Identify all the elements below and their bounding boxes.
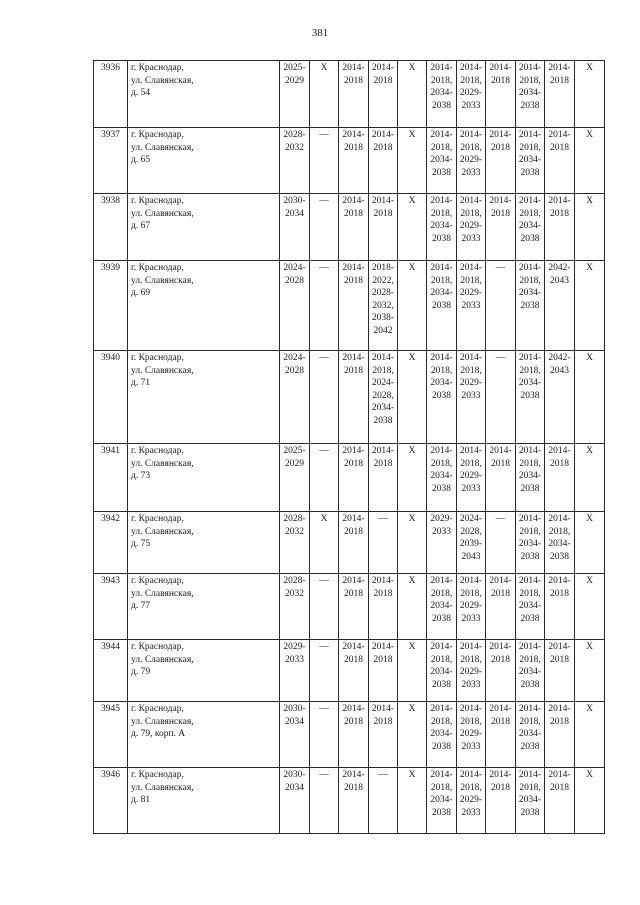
period-cell bbox=[280, 512, 310, 574]
period-cell bbox=[516, 512, 545, 574]
period-text: X bbox=[586, 514, 593, 524]
period-cell bbox=[575, 640, 605, 702]
period-text: 2014- 2018 bbox=[371, 704, 395, 727]
period-text: — bbox=[319, 704, 329, 714]
address-text: г. Краснодар, ул. Славянская, д. 81 bbox=[131, 770, 194, 805]
period-cell bbox=[339, 574, 369, 640]
period-text: 2014- 2018, 2034- 2038 bbox=[518, 642, 542, 690]
period-text: 2014- 2018 bbox=[489, 576, 512, 599]
period-text: 2014- 2018, 2029- 2033 bbox=[459, 63, 483, 111]
period-cell bbox=[339, 444, 369, 512]
period-text: X bbox=[408, 642, 416, 652]
period-text: X bbox=[408, 263, 416, 273]
address-cell bbox=[128, 768, 280, 834]
period-text: 2024- 2028 bbox=[283, 263, 306, 286]
address-cell bbox=[128, 512, 280, 574]
address-text: г. Краснодар, ул. Славянская, д. 77 bbox=[131, 576, 194, 611]
period-text: 2014- 2018, 2034- 2038 bbox=[518, 770, 542, 818]
period-cell bbox=[369, 351, 398, 444]
period-cell bbox=[545, 351, 575, 444]
period-text: X bbox=[586, 642, 593, 652]
period-cell bbox=[369, 128, 398, 194]
period-cell bbox=[310, 768, 339, 834]
period-text: 2014- 2018 bbox=[342, 514, 365, 537]
period-cell bbox=[310, 574, 339, 640]
period-cell bbox=[339, 61, 369, 128]
period-text: 2014- 2018 bbox=[342, 196, 365, 219]
period-text: 2014- 2018 bbox=[489, 63, 512, 86]
period-cell bbox=[545, 194, 575, 261]
row-number: 3937 bbox=[94, 128, 128, 194]
period-cell bbox=[486, 512, 516, 574]
period-text: 2014- 2018 bbox=[548, 196, 571, 219]
period-text: X bbox=[586, 446, 593, 456]
period-cell bbox=[457, 128, 486, 194]
period-cell bbox=[280, 351, 310, 444]
period-text: 2014- 2018, 2034- 2038 bbox=[430, 63, 453, 111]
period-cell bbox=[575, 512, 605, 574]
period-text: 2014- 2018, 2034- 2038 bbox=[518, 63, 542, 111]
period-cell bbox=[310, 640, 339, 702]
period-text: — bbox=[378, 770, 388, 780]
period-text: X bbox=[320, 514, 328, 524]
row-number: 3944 bbox=[94, 640, 128, 702]
period-cell bbox=[457, 512, 486, 574]
period-text: 2014- 2018 bbox=[548, 130, 571, 153]
period-text: 2014- 2018, 2034- 2038 bbox=[518, 353, 542, 401]
period-cell bbox=[339, 128, 369, 194]
period-text: 2014- 2018, 2029- 2033 bbox=[459, 130, 483, 178]
period-cell bbox=[398, 194, 427, 261]
period-cell bbox=[310, 512, 339, 574]
period-cell bbox=[516, 702, 545, 768]
period-text: — bbox=[319, 576, 329, 586]
page-number: 381 bbox=[311, 27, 329, 39]
period-text: — bbox=[319, 642, 329, 652]
period-cell bbox=[516, 61, 545, 128]
period-cell bbox=[369, 640, 398, 702]
period-text: 2014- 2018 bbox=[371, 130, 395, 153]
period-cell bbox=[280, 261, 310, 351]
period-cell bbox=[280, 702, 310, 768]
period-cell bbox=[457, 574, 486, 640]
period-text: 2014- 2018, 2034- 2038 bbox=[518, 263, 542, 311]
table-row bbox=[94, 444, 605, 512]
period-text: 2042- 2043 bbox=[548, 353, 571, 376]
period-text: 2029- 2033 bbox=[283, 642, 306, 665]
row-number: 3936 bbox=[94, 61, 128, 128]
period-cell bbox=[339, 768, 369, 834]
period-cell bbox=[398, 702, 427, 768]
period-cell bbox=[369, 261, 398, 351]
period-cell bbox=[516, 768, 545, 834]
period-cell bbox=[398, 574, 427, 640]
period-cell bbox=[575, 444, 605, 512]
period-text: 2014- 2018, 2029- 2033 bbox=[459, 353, 483, 401]
period-text: 2024- 2028, 2039- 2043 bbox=[459, 514, 483, 562]
period-text: 2014- 2018 bbox=[371, 196, 395, 219]
address-cell bbox=[128, 128, 280, 194]
period-cell bbox=[398, 61, 427, 128]
period-text: 2014- 2018, 2029- 2033 bbox=[459, 642, 483, 690]
period-cell bbox=[486, 574, 516, 640]
period-text: 2014- 2018, 2034- 2038 bbox=[518, 130, 542, 178]
period-cell bbox=[427, 444, 457, 512]
period-cell bbox=[280, 194, 310, 261]
period-cell bbox=[310, 128, 339, 194]
period-text: X bbox=[408, 770, 416, 780]
period-text: 2014- 2018 bbox=[548, 63, 571, 86]
address-text: г. Краснодар, ул. Славянская, д. 79, корп. А bbox=[131, 704, 194, 739]
address-text: г. Краснодар, ул. Славянская, д. 65 bbox=[131, 130, 194, 165]
address-text: г. Краснодар, ул. Славянская, д. 75 bbox=[131, 514, 194, 549]
period-text: 2030- 2034 bbox=[283, 704, 306, 727]
period-text: 2028- 2032 bbox=[283, 576, 306, 599]
period-cell bbox=[575, 702, 605, 768]
period-cell bbox=[545, 444, 575, 512]
period-text: — bbox=[495, 353, 506, 363]
table-row bbox=[94, 702, 605, 768]
period-cell bbox=[427, 261, 457, 351]
period-text: 2018- 2022, 2028- 2032, 2038- 2042 bbox=[371, 263, 395, 336]
period-cell bbox=[457, 61, 486, 128]
period-text: 2014- 2018, 2029- 2033 bbox=[459, 770, 483, 818]
row-number: 3943 bbox=[94, 574, 128, 640]
address-cell bbox=[128, 574, 280, 640]
period-cell bbox=[516, 640, 545, 702]
period-text: 2014- 2018, 2024- 2028, 2034- 2038 bbox=[371, 353, 395, 426]
address-cell bbox=[128, 261, 280, 351]
period-text: 2030- 2034 bbox=[283, 770, 306, 793]
period-cell bbox=[427, 351, 457, 444]
period-cell bbox=[457, 640, 486, 702]
period-cell bbox=[486, 128, 516, 194]
address-cell bbox=[128, 61, 280, 128]
period-text: 2030- 2034 bbox=[283, 196, 306, 219]
period-cell bbox=[486, 351, 516, 444]
period-text: X bbox=[408, 576, 416, 586]
period-text: X bbox=[408, 196, 416, 206]
period-cell bbox=[575, 61, 605, 128]
row-number: 3938 bbox=[94, 194, 128, 261]
period-cell bbox=[398, 128, 427, 194]
period-text: 2014- 2018 bbox=[548, 446, 571, 469]
period-cell bbox=[310, 702, 339, 768]
period-text: 2014- 2018 bbox=[548, 642, 571, 665]
table-row bbox=[94, 640, 605, 702]
period-text: 2029- 2033 bbox=[430, 514, 453, 537]
period-text: X bbox=[586, 770, 593, 780]
period-cell bbox=[339, 640, 369, 702]
row-number: 3946 bbox=[94, 768, 128, 834]
period-text: 2014- 2018, 2029- 2033 bbox=[459, 196, 483, 244]
period-cell bbox=[427, 128, 457, 194]
period-text: 2014- 2018, 2034- 2038 bbox=[518, 446, 542, 494]
address-cell bbox=[128, 444, 280, 512]
period-cell bbox=[457, 351, 486, 444]
period-cell bbox=[575, 574, 605, 640]
period-text: 2014- 2018 bbox=[342, 63, 365, 86]
period-text: 2014- 2018, 2029- 2033 bbox=[459, 446, 483, 494]
period-cell bbox=[457, 261, 486, 351]
period-cell bbox=[575, 128, 605, 194]
period-cell bbox=[369, 61, 398, 128]
period-text: 2014- 2018, 2034- 2038 bbox=[430, 770, 453, 818]
period-cell bbox=[516, 574, 545, 640]
period-cell bbox=[575, 194, 605, 261]
period-text: 2014- 2018 bbox=[342, 576, 365, 599]
period-cell bbox=[339, 351, 369, 444]
period-text: — bbox=[319, 770, 329, 780]
period-text: 2014- 2018, 2034- 2038 bbox=[430, 196, 453, 244]
period-text: 2014- 2018 bbox=[342, 130, 365, 153]
period-cell bbox=[545, 61, 575, 128]
period-cell bbox=[427, 194, 457, 261]
period-cell bbox=[398, 444, 427, 512]
period-text: 2014- 2018, 2029- 2033 bbox=[459, 704, 483, 752]
address-text: г. Краснодар, ул. Славянская, д. 79 bbox=[131, 642, 194, 677]
address-text: г. Краснодар, ул. Славянская, д. 54 bbox=[131, 63, 194, 98]
period-text: X bbox=[408, 353, 416, 363]
period-text: 2014- 2018 bbox=[371, 642, 395, 665]
period-text: 2014- 2018 bbox=[489, 642, 512, 665]
period-cell bbox=[339, 512, 369, 574]
period-cell bbox=[486, 640, 516, 702]
period-cell bbox=[398, 261, 427, 351]
period-text: 2014- 2018 bbox=[489, 130, 512, 153]
period-cell bbox=[339, 194, 369, 261]
period-cell bbox=[310, 261, 339, 351]
period-cell bbox=[545, 261, 575, 351]
period-text: 2014- 2018, 2034- 2038 bbox=[518, 196, 542, 244]
period-cell bbox=[457, 702, 486, 768]
period-cell bbox=[427, 574, 457, 640]
period-cell bbox=[398, 512, 427, 574]
period-cell bbox=[310, 351, 339, 444]
period-text: X bbox=[586, 263, 593, 273]
period-text: 2014- 2018, 2034- 2038 bbox=[430, 576, 453, 624]
period-text: X bbox=[586, 353, 593, 363]
period-cell bbox=[486, 261, 516, 351]
period-cell bbox=[369, 194, 398, 261]
period-text: 2014- 2018 bbox=[342, 704, 365, 727]
period-text: X bbox=[586, 576, 593, 586]
period-cell bbox=[575, 351, 605, 444]
period-cell bbox=[369, 512, 398, 574]
period-text: 2014- 2018 bbox=[342, 770, 365, 793]
period-text: 2014- 2018 bbox=[489, 446, 512, 469]
table-row bbox=[94, 768, 605, 834]
period-text: — bbox=[319, 446, 329, 456]
period-text: 2014- 2018, 2034- 2038 bbox=[430, 704, 453, 752]
period-text: 2014- 2018 bbox=[548, 576, 571, 599]
period-text: 2014- 2018 bbox=[342, 642, 365, 665]
period-cell bbox=[280, 640, 310, 702]
period-cell bbox=[486, 702, 516, 768]
period-cell bbox=[427, 512, 457, 574]
period-text: 2014- 2018, 2034- 2038 bbox=[518, 514, 542, 562]
period-cell bbox=[398, 768, 427, 834]
address-cell bbox=[128, 640, 280, 702]
period-cell bbox=[280, 444, 310, 512]
row-number: 3940 bbox=[94, 351, 128, 444]
period-cell bbox=[575, 261, 605, 351]
period-cell bbox=[545, 768, 575, 834]
period-text: 2014- 2018, 2029- 2033 bbox=[459, 576, 483, 624]
period-cell bbox=[457, 194, 486, 261]
period-cell bbox=[369, 702, 398, 768]
period-text: 2025- 2029 bbox=[283, 63, 306, 86]
period-cell bbox=[310, 61, 339, 128]
period-cell bbox=[398, 640, 427, 702]
period-cell bbox=[427, 768, 457, 834]
address-text: г. Краснодар, ул. Славянская, д. 71 bbox=[131, 353, 194, 388]
row-number: 3945 bbox=[94, 702, 128, 768]
period-cell bbox=[457, 444, 486, 512]
period-text: X bbox=[408, 704, 416, 714]
period-text: X bbox=[320, 63, 328, 73]
period-text: 2025- 2029 bbox=[283, 446, 306, 469]
period-cell bbox=[398, 351, 427, 444]
period-cell bbox=[516, 128, 545, 194]
table-body bbox=[94, 61, 605, 834]
period-cell bbox=[339, 261, 369, 351]
period-text: 2014- 2018, 2034- 2038 bbox=[518, 576, 542, 624]
period-cell bbox=[516, 351, 545, 444]
period-text: — bbox=[319, 130, 329, 140]
period-text: 2014- 2018, 2029- 2033 bbox=[459, 263, 483, 311]
period-text: — bbox=[319, 353, 329, 363]
period-text: 2014- 2018 bbox=[342, 263, 365, 286]
repair-schedule-table bbox=[93, 60, 605, 834]
period-text: 2028- 2032 bbox=[283, 514, 306, 537]
period-cell bbox=[545, 574, 575, 640]
period-text: 2028- 2032 bbox=[283, 130, 306, 153]
period-text: 2014- 2018 bbox=[489, 704, 512, 727]
period-cell bbox=[369, 768, 398, 834]
period-cell bbox=[427, 702, 457, 768]
period-text: 2014- 2018 bbox=[548, 770, 571, 793]
table-row bbox=[94, 194, 605, 261]
period-cell bbox=[516, 261, 545, 351]
period-text: 2014- 2018, 2034- 2038 bbox=[430, 263, 453, 311]
table-row bbox=[94, 351, 605, 444]
period-text: 2014- 2018 bbox=[489, 770, 512, 793]
period-text: X bbox=[586, 63, 593, 73]
address-text: г. Краснодар, ул. Славянская, д. 69 bbox=[131, 263, 194, 298]
period-cell bbox=[545, 702, 575, 768]
period-text: 2014- 2018, 2034- 2038 bbox=[548, 514, 571, 562]
address-cell bbox=[128, 702, 280, 768]
period-cell bbox=[280, 574, 310, 640]
period-cell bbox=[486, 768, 516, 834]
period-text: 2014- 2018 bbox=[371, 446, 395, 469]
period-text: 2014- 2018 bbox=[548, 704, 571, 727]
address-cell bbox=[128, 351, 280, 444]
period-text: X bbox=[408, 130, 416, 140]
period-cell bbox=[280, 61, 310, 128]
period-text: X bbox=[408, 446, 416, 456]
period-cell bbox=[545, 640, 575, 702]
period-text: 2014- 2018, 2034- 2038 bbox=[430, 446, 453, 494]
period-text: — bbox=[495, 514, 506, 524]
period-text: 2042- 2043 bbox=[548, 263, 571, 286]
period-text: 2024- 2028 bbox=[283, 353, 306, 376]
period-text: 2014- 2018 bbox=[489, 196, 512, 219]
row-number: 3939 bbox=[94, 261, 128, 351]
period-text: 2014- 2018 bbox=[342, 446, 365, 469]
period-cell bbox=[369, 444, 398, 512]
period-text: X bbox=[408, 63, 416, 73]
period-cell bbox=[427, 61, 457, 128]
table-row bbox=[94, 512, 605, 574]
period-cell bbox=[339, 702, 369, 768]
period-text: X bbox=[586, 196, 593, 206]
period-cell bbox=[369, 574, 398, 640]
period-text: X bbox=[586, 130, 593, 140]
table-row bbox=[94, 574, 605, 640]
address-cell bbox=[128, 194, 280, 261]
period-cell bbox=[575, 768, 605, 834]
period-text: X bbox=[586, 704, 593, 714]
period-cell bbox=[545, 128, 575, 194]
period-cell bbox=[516, 444, 545, 512]
table-row bbox=[94, 61, 605, 128]
period-cell bbox=[457, 768, 486, 834]
period-cell bbox=[310, 444, 339, 512]
period-text: 2014- 2018 bbox=[371, 63, 395, 86]
address-text: г. Краснодар, ул. Славянская, д. 67 bbox=[131, 196, 194, 231]
row-number: 3942 bbox=[94, 512, 128, 574]
period-text: — bbox=[495, 263, 506, 273]
period-text: — bbox=[378, 514, 388, 524]
period-cell bbox=[486, 61, 516, 128]
table-row bbox=[94, 128, 605, 194]
period-text: 2014- 2018 bbox=[342, 353, 365, 376]
period-cell bbox=[427, 640, 457, 702]
period-text: 2014- 2018, 2034- 2038 bbox=[430, 353, 453, 401]
period-cell bbox=[545, 512, 575, 574]
period-cell bbox=[310, 194, 339, 261]
period-cell bbox=[280, 768, 310, 834]
period-cell bbox=[280, 128, 310, 194]
period-text: 2014- 2018, 2034- 2038 bbox=[518, 704, 542, 752]
row-number: 3941 bbox=[94, 444, 128, 512]
period-cell bbox=[486, 444, 516, 512]
address-text: г. Краснодар, ул. Славянская, д. 73 bbox=[131, 446, 194, 481]
period-text: — bbox=[319, 263, 329, 273]
table-row bbox=[94, 261, 605, 351]
period-cell bbox=[486, 194, 516, 261]
period-text: — bbox=[319, 196, 329, 206]
period-text: 2014- 2018 bbox=[371, 576, 395, 599]
period-text: 2014- 2018, 2034- 2038 bbox=[430, 130, 453, 178]
period-cell bbox=[516, 194, 545, 261]
period-text: X bbox=[408, 514, 416, 524]
period-text: 2014- 2018, 2034- 2038 bbox=[430, 642, 453, 690]
